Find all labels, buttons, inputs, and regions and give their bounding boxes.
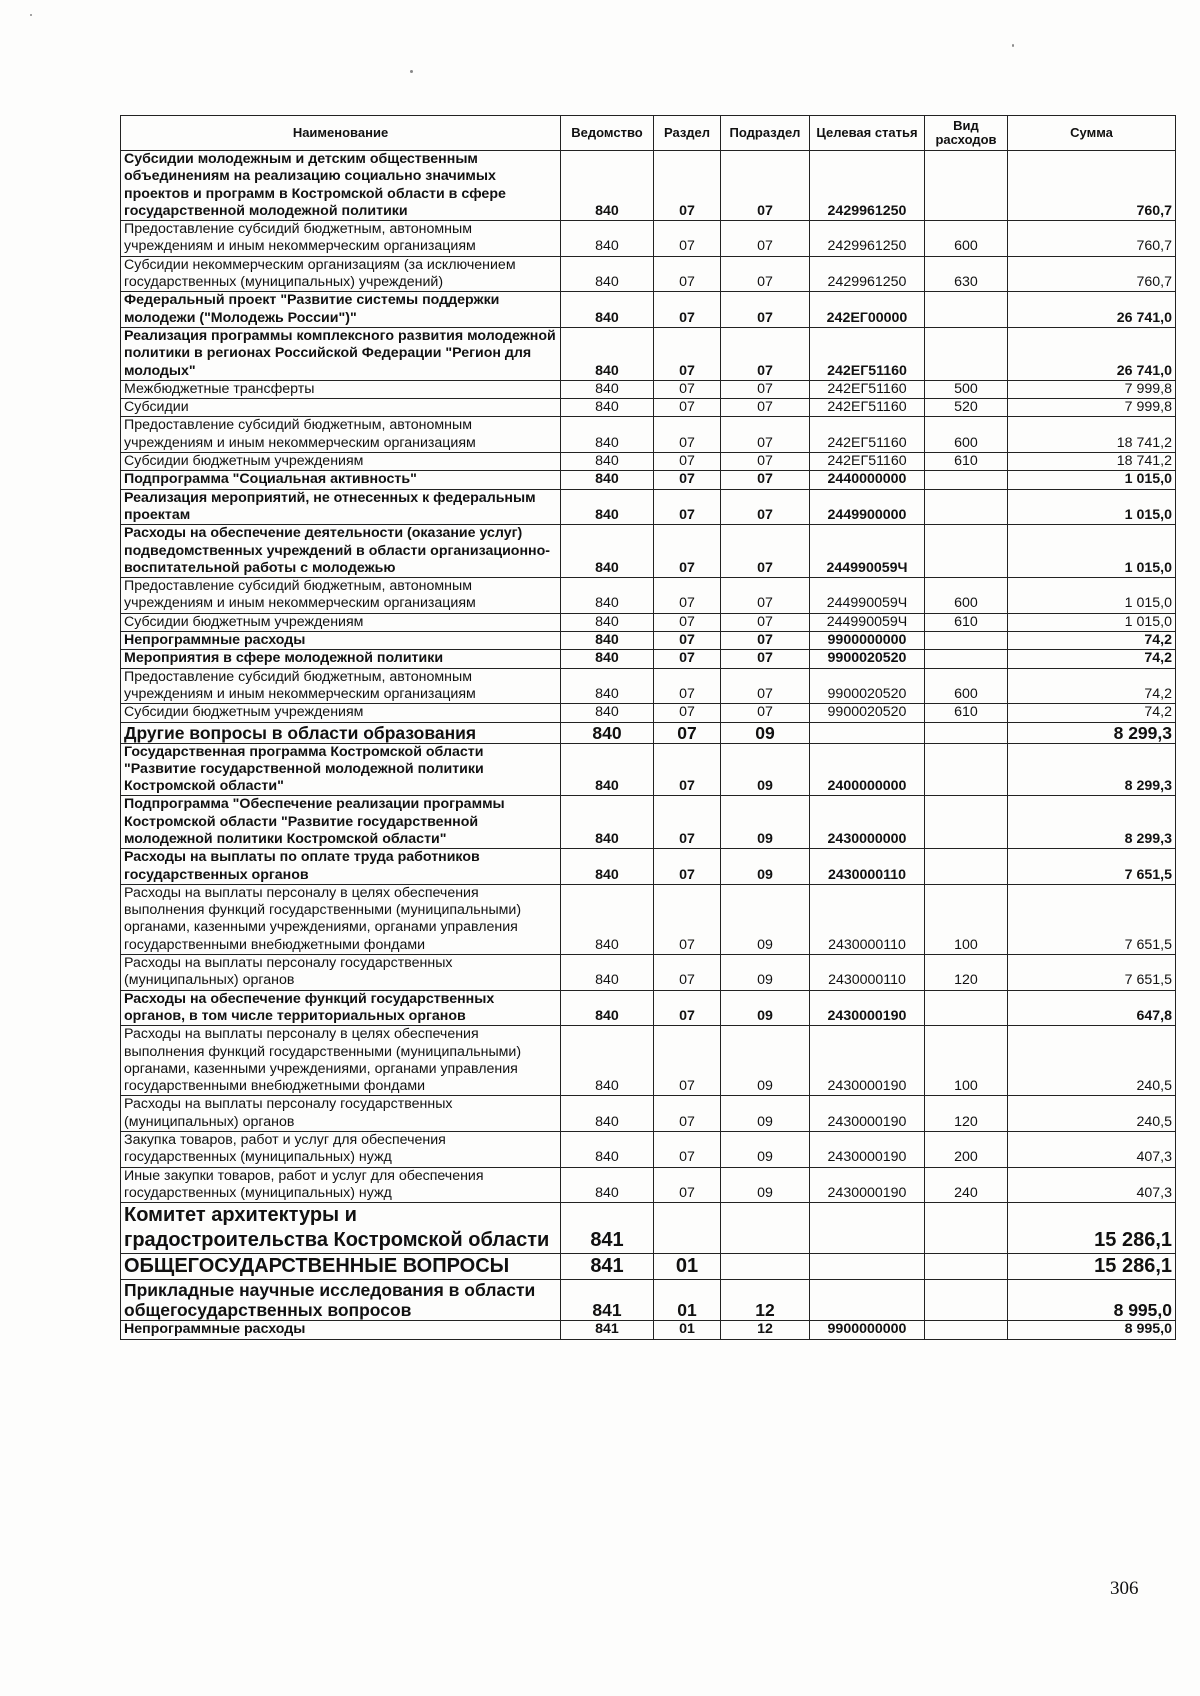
cell-name: Закупка товаров, работ и услуг для обеспечения государственных (муниципальных) нужд	[121, 1132, 561, 1168]
cell-department: 840	[561, 380, 654, 398]
cell-department: 840	[561, 256, 654, 292]
cell-sum: 26 741,0	[1008, 327, 1176, 380]
cell-section: 07	[654, 471, 721, 489]
cell-department: 840	[561, 613, 654, 631]
table-row	[121, 743, 1176, 796]
cell-sum: 74,2	[1008, 668, 1176, 704]
table-row	[121, 489, 1176, 525]
cell-section: 07	[654, 743, 721, 796]
cell-subsection: 07	[721, 578, 810, 614]
table-row	[121, 221, 1176, 257]
cell-sum: 7 999,8	[1008, 380, 1176, 398]
cell-target-article: 242ЕГ51160	[810, 453, 925, 471]
cell-name: Комитет архитектуры и градостроительства Костромской области	[121, 1203, 561, 1254]
cell-name: Расходы на выплаты персоналу государственных (муниципальных) органов	[121, 955, 561, 991]
cell-sum: 1 015,0	[1008, 613, 1176, 631]
cell-name: Предоставление субсидий бюджетным, автономным учреждениям и иным некоммерческим организациям	[121, 221, 561, 257]
cell-section: 07	[654, 1167, 721, 1203]
cell-department: 840	[561, 489, 654, 525]
cell-sum: 8 299,3	[1008, 722, 1176, 743]
cell-name: Федеральный проект "Развитие системы поддержки молодежи ("Молодежь России")"	[121, 292, 561, 328]
cell-sum: 407,3	[1008, 1167, 1176, 1203]
cell-target-article: 2430000190	[810, 1132, 925, 1168]
cell-target-article: 9900020520	[810, 704, 925, 722]
table-row	[121, 151, 1176, 221]
cell-section: 01	[654, 1280, 721, 1321]
cell-target-article	[810, 722, 925, 743]
cell-department: 840	[561, 955, 654, 991]
cell-expense-type	[925, 471, 1008, 489]
cell-sum: 7 651,5	[1008, 955, 1176, 991]
cell-subsection	[721, 1254, 810, 1280]
cell-department: 840	[561, 632, 654, 650]
cell-subsection: 12	[721, 1321, 810, 1339]
cell-sum: 1 015,0	[1008, 489, 1176, 525]
cell-expense-type	[925, 1254, 1008, 1280]
cell-expense-type	[925, 632, 1008, 650]
cell-section: 07	[654, 453, 721, 471]
cell-target-article: 244990059Ч	[810, 525, 925, 578]
cell-department: 840	[561, 849, 654, 885]
table-row	[121, 796, 1176, 849]
cell-section: 07	[654, 417, 721, 453]
table-row	[121, 632, 1176, 650]
cell-subsection: 07	[721, 489, 810, 525]
cell-department: 840	[561, 704, 654, 722]
cell-section: 07	[654, 489, 721, 525]
cell-name: Подпрограмма "Социальная активность"	[121, 471, 561, 489]
scan-speck	[30, 14, 32, 16]
cell-sum: 7 999,8	[1008, 399, 1176, 417]
cell-expense-type: 200	[925, 1132, 1008, 1168]
cell-target-article: 2430000190	[810, 990, 925, 1026]
cell-section: 07	[654, 1132, 721, 1168]
cell-name: Предоставление субсидий бюджетным, автономным учреждениям и иным некоммерческим организациям	[121, 578, 561, 614]
cell-name: Субсидии бюджетным учреждениям	[121, 613, 561, 631]
cell-expense-type	[925, 796, 1008, 849]
cell-department: 840	[561, 743, 654, 796]
cell-sum: 7 651,5	[1008, 884, 1176, 954]
header-sum: Сумма	[1008, 116, 1176, 151]
table-row	[121, 525, 1176, 578]
cell-expense-type	[925, 849, 1008, 885]
cell-subsection: 09	[721, 849, 810, 885]
cell-section: 07	[654, 578, 721, 614]
cell-department: 840	[561, 151, 654, 221]
cell-target-article: 242ЕГ51160	[810, 399, 925, 417]
cell-expense-type: 120	[925, 955, 1008, 991]
cell-sum: 74,2	[1008, 704, 1176, 722]
cell-expense-type: 600	[925, 668, 1008, 704]
cell-name: Расходы на выплаты персоналу в целях обеспечения выполнения функций государственными (муниципальными) органами, казенными учреждениями, органами управления государственными внебюджетными фондами	[121, 1026, 561, 1096]
table-row	[121, 955, 1176, 991]
cell-expense-type	[925, 1280, 1008, 1321]
cell-subsection: 09	[721, 1167, 810, 1203]
cell-name: Субсидии молодежным и детским общественным объединениям на реализацию социально значимых проектов и программ в Костромской области в сфере государственной молодежной политики	[121, 151, 561, 221]
cell-expense-type	[925, 292, 1008, 328]
table-row	[121, 1280, 1176, 1321]
cell-department: 840	[561, 1096, 654, 1132]
cell-sum: 8 299,3	[1008, 743, 1176, 796]
cell-expense-type	[925, 489, 1008, 525]
cell-sum: 15 286,1	[1008, 1254, 1176, 1280]
cell-name: Расходы на выплаты персоналу в целях обеспечения выполнения функций государственными (муниципальными) органами, казенными учреждениями, органами управления государственными внебюджетными фондами	[121, 884, 561, 954]
cell-sum: 240,5	[1008, 1096, 1176, 1132]
cell-department: 840	[561, 990, 654, 1026]
cell-name: Расходы на выплаты по оплате труда работников государственных органов	[121, 849, 561, 885]
header-target-article: Целевая статья	[810, 116, 925, 151]
cell-target-article: 242ЕГ51160	[810, 327, 925, 380]
table-row	[121, 471, 1176, 489]
cell-department: 841	[561, 1254, 654, 1280]
table-row	[121, 453, 1176, 471]
cell-subsection: 07	[721, 668, 810, 704]
cell-name: Другие вопросы в области образования	[121, 722, 561, 743]
cell-department: 840	[561, 1132, 654, 1168]
header-department: Ведомство	[561, 116, 654, 151]
table-row	[121, 613, 1176, 631]
cell-department: 841	[561, 1280, 654, 1321]
cell-subsection: 09	[721, 955, 810, 991]
budget-table	[120, 115, 1176, 1340]
cell-target-article: 242ЕГ00000	[810, 292, 925, 328]
cell-section: 07	[654, 668, 721, 704]
cell-sum: 240,5	[1008, 1026, 1176, 1096]
cell-department: 840	[561, 417, 654, 453]
cell-target-article	[810, 1254, 925, 1280]
cell-sum: 8 299,3	[1008, 796, 1176, 849]
cell-expense-type: 500	[925, 380, 1008, 398]
cell-sum: 1 015,0	[1008, 578, 1176, 614]
cell-expense-type	[925, 525, 1008, 578]
cell-department: 840	[561, 650, 654, 668]
cell-subsection: 07	[721, 399, 810, 417]
cell-subsection: 07	[721, 632, 810, 650]
cell-target-article: 9900000000	[810, 632, 925, 650]
cell-sum: 647,8	[1008, 990, 1176, 1026]
cell-sum: 760,7	[1008, 221, 1176, 257]
cell-target-article: 244990059Ч	[810, 613, 925, 631]
cell-name: Субсидии бюджетным учреждениям	[121, 704, 561, 722]
cell-sum: 760,7	[1008, 256, 1176, 292]
cell-target-article: 242ЕГ51160	[810, 380, 925, 398]
cell-section: 07	[654, 704, 721, 722]
cell-name: Иные закупки товаров, работ и услуг для обеспечения государственных (муниципальных) нужд	[121, 1167, 561, 1203]
cell-target-article: 9900020520	[810, 650, 925, 668]
cell-subsection: 07	[721, 417, 810, 453]
cell-target-article	[810, 1280, 925, 1321]
cell-department: 840	[561, 722, 654, 743]
table-row	[121, 1026, 1176, 1096]
cell-expense-type: 600	[925, 221, 1008, 257]
cell-expense-type: 120	[925, 1096, 1008, 1132]
cell-sum: 407,3	[1008, 1132, 1176, 1168]
cell-section: 07	[654, 955, 721, 991]
cell-expense-type	[925, 722, 1008, 743]
table-row	[121, 417, 1176, 453]
page-number: 306	[1110, 1578, 1139, 1599]
cell-subsection: 07	[721, 453, 810, 471]
cell-target-article: 2430000190	[810, 1167, 925, 1203]
cell-department: 840	[561, 525, 654, 578]
cell-expense-type	[925, 743, 1008, 796]
cell-expense-type: 240	[925, 1167, 1008, 1203]
cell-subsection: 12	[721, 1280, 810, 1321]
cell-subsection: 09	[721, 796, 810, 849]
cell-target-article: 2429961250	[810, 151, 925, 221]
cell-target-article: 2429961250	[810, 256, 925, 292]
table-row	[121, 1096, 1176, 1132]
cell-section: 07	[654, 380, 721, 398]
cell-expense-type: 520	[925, 399, 1008, 417]
cell-subsection: 07	[721, 471, 810, 489]
cell-name: Государственная программа Костромской области "Развитие государственной молодежной политики Костромской области"	[121, 743, 561, 796]
cell-expense-type	[925, 327, 1008, 380]
cell-name: Подпрограмма "Обеспечение реализации программы Костромской области "Развитие государственной молодежной политики Костромской области"	[121, 796, 561, 849]
cell-target-article: 9900000000	[810, 1321, 925, 1339]
table-row	[121, 1321, 1176, 1339]
cell-target-article: 242ЕГ51160	[810, 417, 925, 453]
cell-target-article: 2430000110	[810, 955, 925, 991]
cell-expense-type	[925, 151, 1008, 221]
cell-department: 841	[561, 1321, 654, 1339]
cell-department: 840	[561, 796, 654, 849]
cell-target-article: 2449900000	[810, 489, 925, 525]
cell-name: Предоставление субсидий бюджетным, автономным учреждениям и иным некоммерческим организациям	[121, 417, 561, 453]
cell-section	[654, 1203, 721, 1254]
cell-expense-type: 610	[925, 704, 1008, 722]
cell-target-article: 9900020520	[810, 668, 925, 704]
cell-expense-type: 630	[925, 256, 1008, 292]
cell-subsection: 07	[721, 613, 810, 631]
table-body	[121, 151, 1176, 1340]
cell-subsection: 07	[721, 327, 810, 380]
table-row	[121, 650, 1176, 668]
table-row	[121, 327, 1176, 380]
cell-department: 840	[561, 668, 654, 704]
cell-sum: 8 995,0	[1008, 1280, 1176, 1321]
cell-subsection: 09	[721, 722, 810, 743]
cell-sum: 15 286,1	[1008, 1203, 1176, 1254]
table-row	[121, 1132, 1176, 1168]
cell-subsection: 07	[721, 525, 810, 578]
cell-section: 07	[654, 525, 721, 578]
cell-target-article: 2400000000	[810, 743, 925, 796]
table-row	[121, 380, 1176, 398]
cell-expense-type: 100	[925, 1026, 1008, 1096]
cell-section: 07	[654, 884, 721, 954]
cell-expense-type	[925, 1321, 1008, 1339]
cell-name: Расходы на обеспечение функций государственных органов, в том числе территориальных органов	[121, 990, 561, 1026]
table-row	[121, 292, 1176, 328]
cell-expense-type: 600	[925, 417, 1008, 453]
cell-section: 07	[654, 632, 721, 650]
cell-expense-type: 610	[925, 613, 1008, 631]
cell-name: Прикладные научные исследования в области общегосударственных вопросов	[121, 1280, 561, 1321]
table-row	[121, 704, 1176, 722]
cell-target-article: 2430000110	[810, 884, 925, 954]
table-row	[121, 1203, 1176, 1254]
cell-expense-type	[925, 990, 1008, 1026]
cell-section: 07	[654, 722, 721, 743]
cell-department: 841	[561, 1203, 654, 1254]
cell-subsection: 07	[721, 704, 810, 722]
cell-target-article: 2430000190	[810, 1096, 925, 1132]
cell-subsection: 07	[721, 650, 810, 668]
cell-target-article: 2430000000	[810, 796, 925, 849]
cell-section: 07	[654, 613, 721, 631]
cell-name: Реализация программы комплексного развития молодежной политики в регионах Российской Федерации "Регион для молодых"	[121, 327, 561, 380]
cell-name: Расходы на выплаты персоналу государственных (муниципальных) органов	[121, 1096, 561, 1132]
cell-expense-type	[925, 1203, 1008, 1254]
cell-expense-type: 600	[925, 578, 1008, 614]
cell-section: 01	[654, 1254, 721, 1280]
cell-name: ОБЩЕГОСУДАРСТВЕННЫЕ ВОПРОСЫ	[121, 1254, 561, 1280]
cell-subsection: 09	[721, 990, 810, 1026]
cell-section: 07	[654, 1096, 721, 1132]
cell-subsection: 07	[721, 221, 810, 257]
table-row	[121, 668, 1176, 704]
cell-subsection: 07	[721, 292, 810, 328]
cell-sum: 74,2	[1008, 632, 1176, 650]
cell-target-article: 2429961250	[810, 221, 925, 257]
cell-department: 840	[561, 292, 654, 328]
cell-department: 840	[561, 1026, 654, 1096]
cell-subsection: 07	[721, 151, 810, 221]
cell-name: Мероприятия в сфере молодежной политики	[121, 650, 561, 668]
header-subsection: Подраздел	[721, 116, 810, 151]
cell-name: Предоставление субсидий бюджетным, автономным учреждениям и иным некоммерческим организациям	[121, 668, 561, 704]
cell-name: Непрограммные расходы	[121, 632, 561, 650]
cell-section: 07	[654, 990, 721, 1026]
cell-subsection	[721, 1203, 810, 1254]
cell-target-article: 2430000190	[810, 1026, 925, 1096]
cell-department: 840	[561, 471, 654, 489]
cell-name: Межбюджетные трансферты	[121, 380, 561, 398]
cell-target-article	[810, 1203, 925, 1254]
scan-speck	[410, 70, 413, 73]
cell-department: 840	[561, 221, 654, 257]
cell-sum: 18 741,2	[1008, 417, 1176, 453]
cell-subsection: 09	[721, 884, 810, 954]
cell-subsection: 09	[721, 743, 810, 796]
cell-name: Субсидии бюджетным учреждениям	[121, 453, 561, 471]
table-row	[121, 884, 1176, 954]
table-row	[121, 990, 1176, 1026]
cell-name: Субсидии	[121, 399, 561, 417]
table-row	[121, 1167, 1176, 1203]
cell-expense-type	[925, 650, 1008, 668]
table-row	[121, 722, 1176, 743]
cell-sum: 18 741,2	[1008, 453, 1176, 471]
header-name: Наименование	[121, 116, 561, 151]
cell-section: 07	[654, 327, 721, 380]
cell-section: 07	[654, 849, 721, 885]
cell-department: 840	[561, 578, 654, 614]
cell-section: 07	[654, 1026, 721, 1096]
cell-department: 840	[561, 453, 654, 471]
cell-sum: 8 995,0	[1008, 1321, 1176, 1339]
cell-sum: 7 651,5	[1008, 849, 1176, 885]
table-row	[121, 399, 1176, 417]
cell-section: 07	[654, 650, 721, 668]
cell-name: Расходы на обеспечение деятельности (оказание услуг) подведомственных учреждений в области организационно-воспитательной работы с молодежью	[121, 525, 561, 578]
cell-section: 07	[654, 796, 721, 849]
cell-target-article: 2440000000	[810, 471, 925, 489]
cell-section: 07	[654, 292, 721, 328]
cell-target-article: 244990059Ч	[810, 578, 925, 614]
cell-section: 07	[654, 221, 721, 257]
header-expense-type: Вид расходов	[925, 116, 1008, 151]
table-row	[121, 578, 1176, 614]
table-row	[121, 849, 1176, 885]
cell-department: 840	[561, 399, 654, 417]
cell-section: 01	[654, 1321, 721, 1339]
cell-department: 840	[561, 1167, 654, 1203]
cell-sum: 26 741,0	[1008, 292, 1176, 328]
cell-expense-type: 100	[925, 884, 1008, 954]
cell-sum: 74,2	[1008, 650, 1176, 668]
cell-section: 07	[654, 399, 721, 417]
cell-department: 840	[561, 884, 654, 954]
cell-sum: 1 015,0	[1008, 471, 1176, 489]
header-section: Раздел	[654, 116, 721, 151]
cell-sum: 760,7	[1008, 151, 1176, 221]
cell-section: 07	[654, 256, 721, 292]
cell-sum: 1 015,0	[1008, 525, 1176, 578]
table-row	[121, 1254, 1176, 1280]
cell-name: Субсидии некоммерческим организациям (за исключением государственных (муниципальных) учреждений)	[121, 256, 561, 292]
table-row	[121, 256, 1176, 292]
cell-subsection: 07	[721, 256, 810, 292]
cell-expense-type: 610	[925, 453, 1008, 471]
cell-subsection: 09	[721, 1026, 810, 1096]
cell-subsection: 07	[721, 380, 810, 398]
cell-target-article: 2430000110	[810, 849, 925, 885]
cell-name: Реализация мероприятий, не отнесенных к федеральным проектам	[121, 489, 561, 525]
cell-department: 840	[561, 327, 654, 380]
cell-subsection: 09	[721, 1096, 810, 1132]
scan-speck	[1012, 44, 1014, 47]
cell-subsection: 09	[721, 1132, 810, 1168]
table-header-row	[121, 116, 1176, 151]
cell-name: Непрограммные расходы	[121, 1321, 561, 1339]
cell-section: 07	[654, 151, 721, 221]
